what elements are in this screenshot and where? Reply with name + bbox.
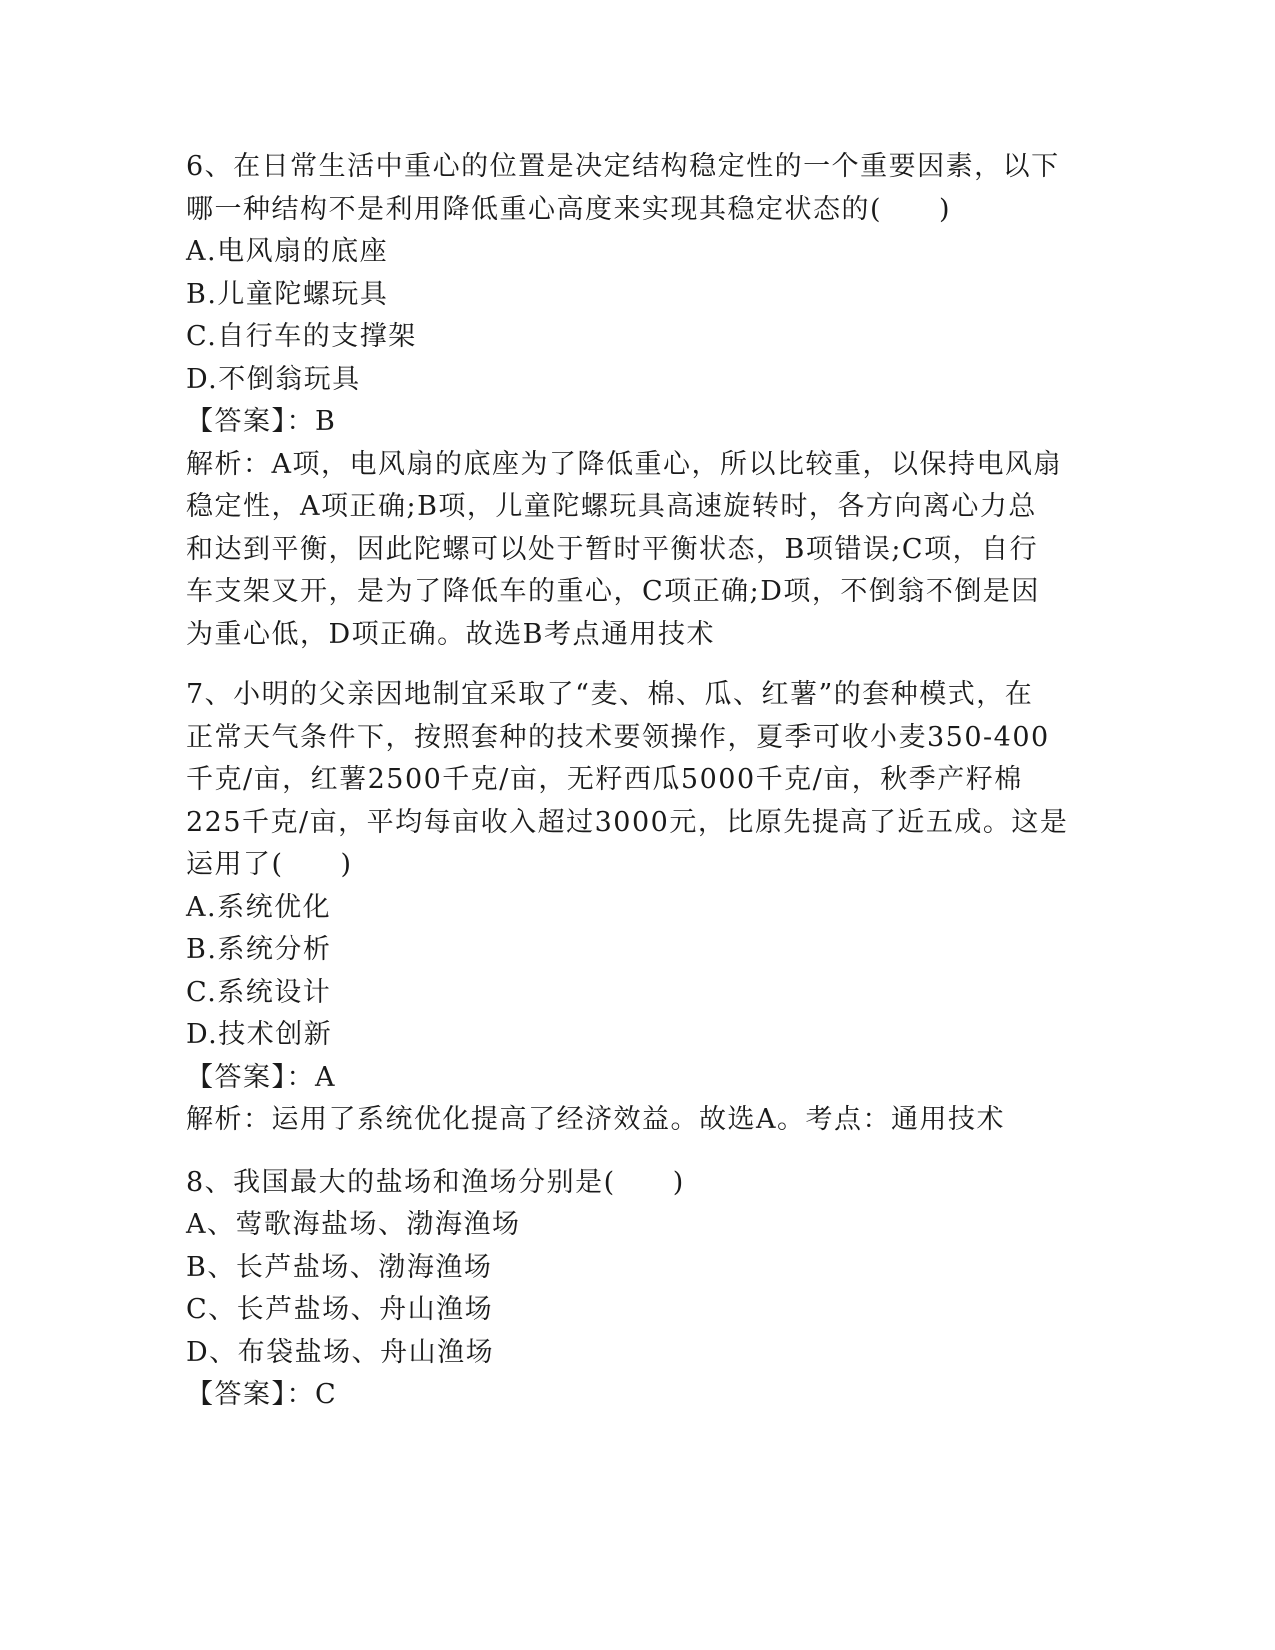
- stem-line: 哪一种结构不是利用降低重心高度来实现其稳定状态的( ): [186, 193, 952, 225]
- stem-line: 千克/亩，红薯2500千克/亩，无籽西瓜5000千克/亩，秋季产籽棉: [186, 764, 1023, 795]
- stem-line: 8、我国最大的盐场和渔场分别是( ): [186, 1166, 685, 1198]
- analysis-block: [186, 444, 1086, 657]
- stem-line: 运用了( ): [186, 849, 353, 880]
- document-page: [186, 146, 1086, 1417]
- option-list: [186, 887, 1086, 1057]
- answer-line: 【答案】：B: [186, 406, 337, 437]
- option-b: B.儿童陀螺玩具: [186, 278, 389, 310]
- option-list: [186, 231, 1086, 401]
- question-8: [186, 1162, 1086, 1417]
- option-c: C.自行车的支撑架: [186, 321, 417, 352]
- question-stem: [186, 146, 1086, 231]
- option-b: B、长芦盐场、渤海渔场: [186, 1251, 493, 1283]
- option-d: D.不倒翁玩具: [186, 363, 361, 395]
- question-7: [186, 674, 1086, 1142]
- question-6: [186, 146, 1086, 656]
- question-stem: [186, 674, 1086, 887]
- option-a: A、莺歌海盐场、渤海渔场: [186, 1209, 521, 1240]
- answer-line: 【答案】：A: [186, 1061, 336, 1093]
- stem-line: 225千克/亩，平均每亩收入超过3000元，比原先提高了近五成。这是: [186, 806, 1069, 838]
- option-c: C.系统设计: [186, 976, 332, 1008]
- option-b: B.系统分析: [186, 934, 332, 965]
- stem-line: 7、小明的父亲因地制宜采取了“麦、棉、瓜、红薯”的套种模式，在: [186, 679, 1034, 710]
- stem-line: 正常天气条件下，按照套种的技术要领操作，夏季可收小麦350-400: [186, 721, 1050, 753]
- analysis-line: 稳定性，A项正确;B项，儿童陀螺玩具高速旋转时，各方向离心力总: [186, 491, 1037, 522]
- option-d: D.技术创新: [186, 1019, 333, 1050]
- analysis-line: 车支架叉开，是为了降低车的重心，C项正确;D项，不倒翁不倒是因: [186, 576, 1040, 607]
- analysis-block: [186, 1099, 1086, 1142]
- analysis-line: 解析：运用了系统优化提高了经济效益。故选A。考点：通用技术: [186, 1104, 1005, 1135]
- stem-line: 6、在日常生活中重心的位置是决定结构稳定性的一个重要因素，以下: [186, 151, 1060, 182]
- option-d: D、布袋盐场、舟山渔场: [186, 1336, 495, 1368]
- option-a: A.电风扇的底座: [186, 236, 389, 267]
- analysis-line: 为重心低，D项正确。故选B考点通用技术: [186, 618, 715, 650]
- analysis-line: 和达到平衡，因此陀螺可以处于暂时平衡状态，B项错误;C项，自行: [186, 533, 1039, 565]
- answer-line: 【答案】：C: [186, 1379, 338, 1410]
- option-c: C、长芦盐场、舟山渔场: [186, 1294, 494, 1325]
- question-stem: [186, 1162, 1086, 1205]
- option-list: [186, 1204, 1086, 1374]
- option-a: A.系统优化: [186, 891, 332, 923]
- analysis-line: 解析：A项，电风扇的底座为了降低重心，所以比较重，以保持电风扇: [186, 448, 1062, 480]
